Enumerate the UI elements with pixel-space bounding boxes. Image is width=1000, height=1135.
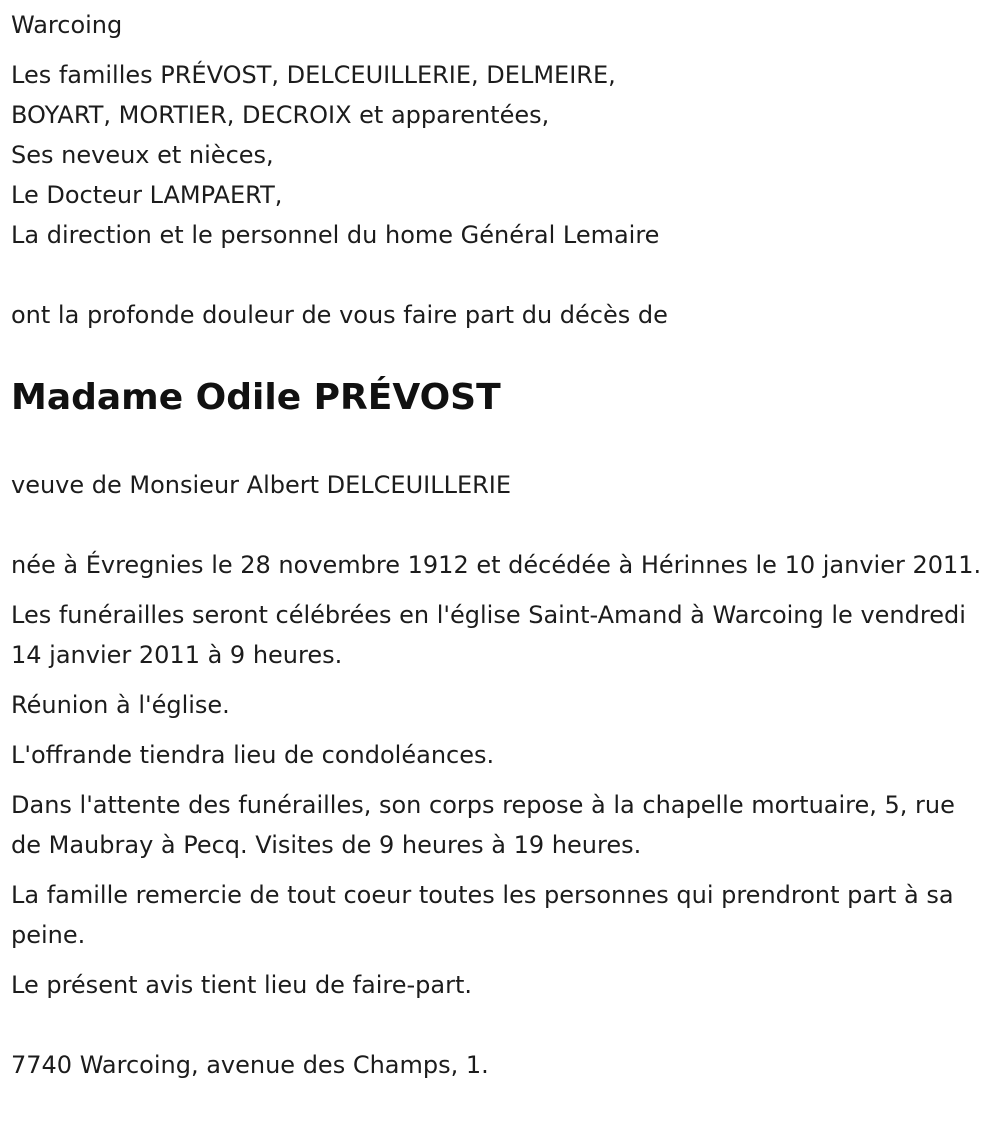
notice-note-text: Le présent avis tient lieu de faire-part. (11, 971, 473, 999)
location-heading: Warcoing (11, 11, 123, 39)
thanks-text: La famille remercie de tout coeur toutes les personnes qui prendront part à sa peine. (11, 881, 954, 949)
address-text: 7740 Warcoing, avenue des Champs, 1. (11, 1051, 489, 1079)
family-line: Le Docteur LAMPAERT, (11, 181, 283, 209)
announcement-text: ont la profonde douleur de vous faire part du décès de (11, 301, 668, 329)
family-line: Les familles PRÉVOST, DELCEUILLERIE, DELMEIRE, (11, 61, 616, 89)
family-line: Ses neveux et nièces, (11, 141, 274, 169)
families-list (11, 55, 991, 255)
family-line: BOYART, MORTIER, DECROIX et apparentées, (11, 101, 550, 129)
funeral-text: Les funérailles seront célébrées en l'église Saint-Amand à Warcoing le vendredi 14 janvier 2011 à 9 heures. (11, 601, 966, 669)
deceased-name: Madame Odile PRÉVOST (11, 377, 501, 418)
birth-death-text: née à Évregnies le 28 novembre 1912 et décédée à Hérinnes le 10 janvier 2011. (11, 551, 982, 579)
viewing-text: Dans l'attente des funérailles, son corps repose à la chapelle mortuaire, 5, rue de Maubray à Pecq. Visites de 9 heures à 19 heures. (11, 791, 955, 859)
meeting-text: Réunion à l'église. (11, 691, 230, 719)
widow-of-text: veuve de Monsieur Albert DELCEUILLERIE (11, 471, 512, 499)
offering-text: L'offrande tiendra lieu de condoléances. (11, 741, 495, 769)
family-line: La direction et le personnel du home Général Lemaire (11, 221, 660, 249)
obituary-notice (11, 0, 991, 1085)
